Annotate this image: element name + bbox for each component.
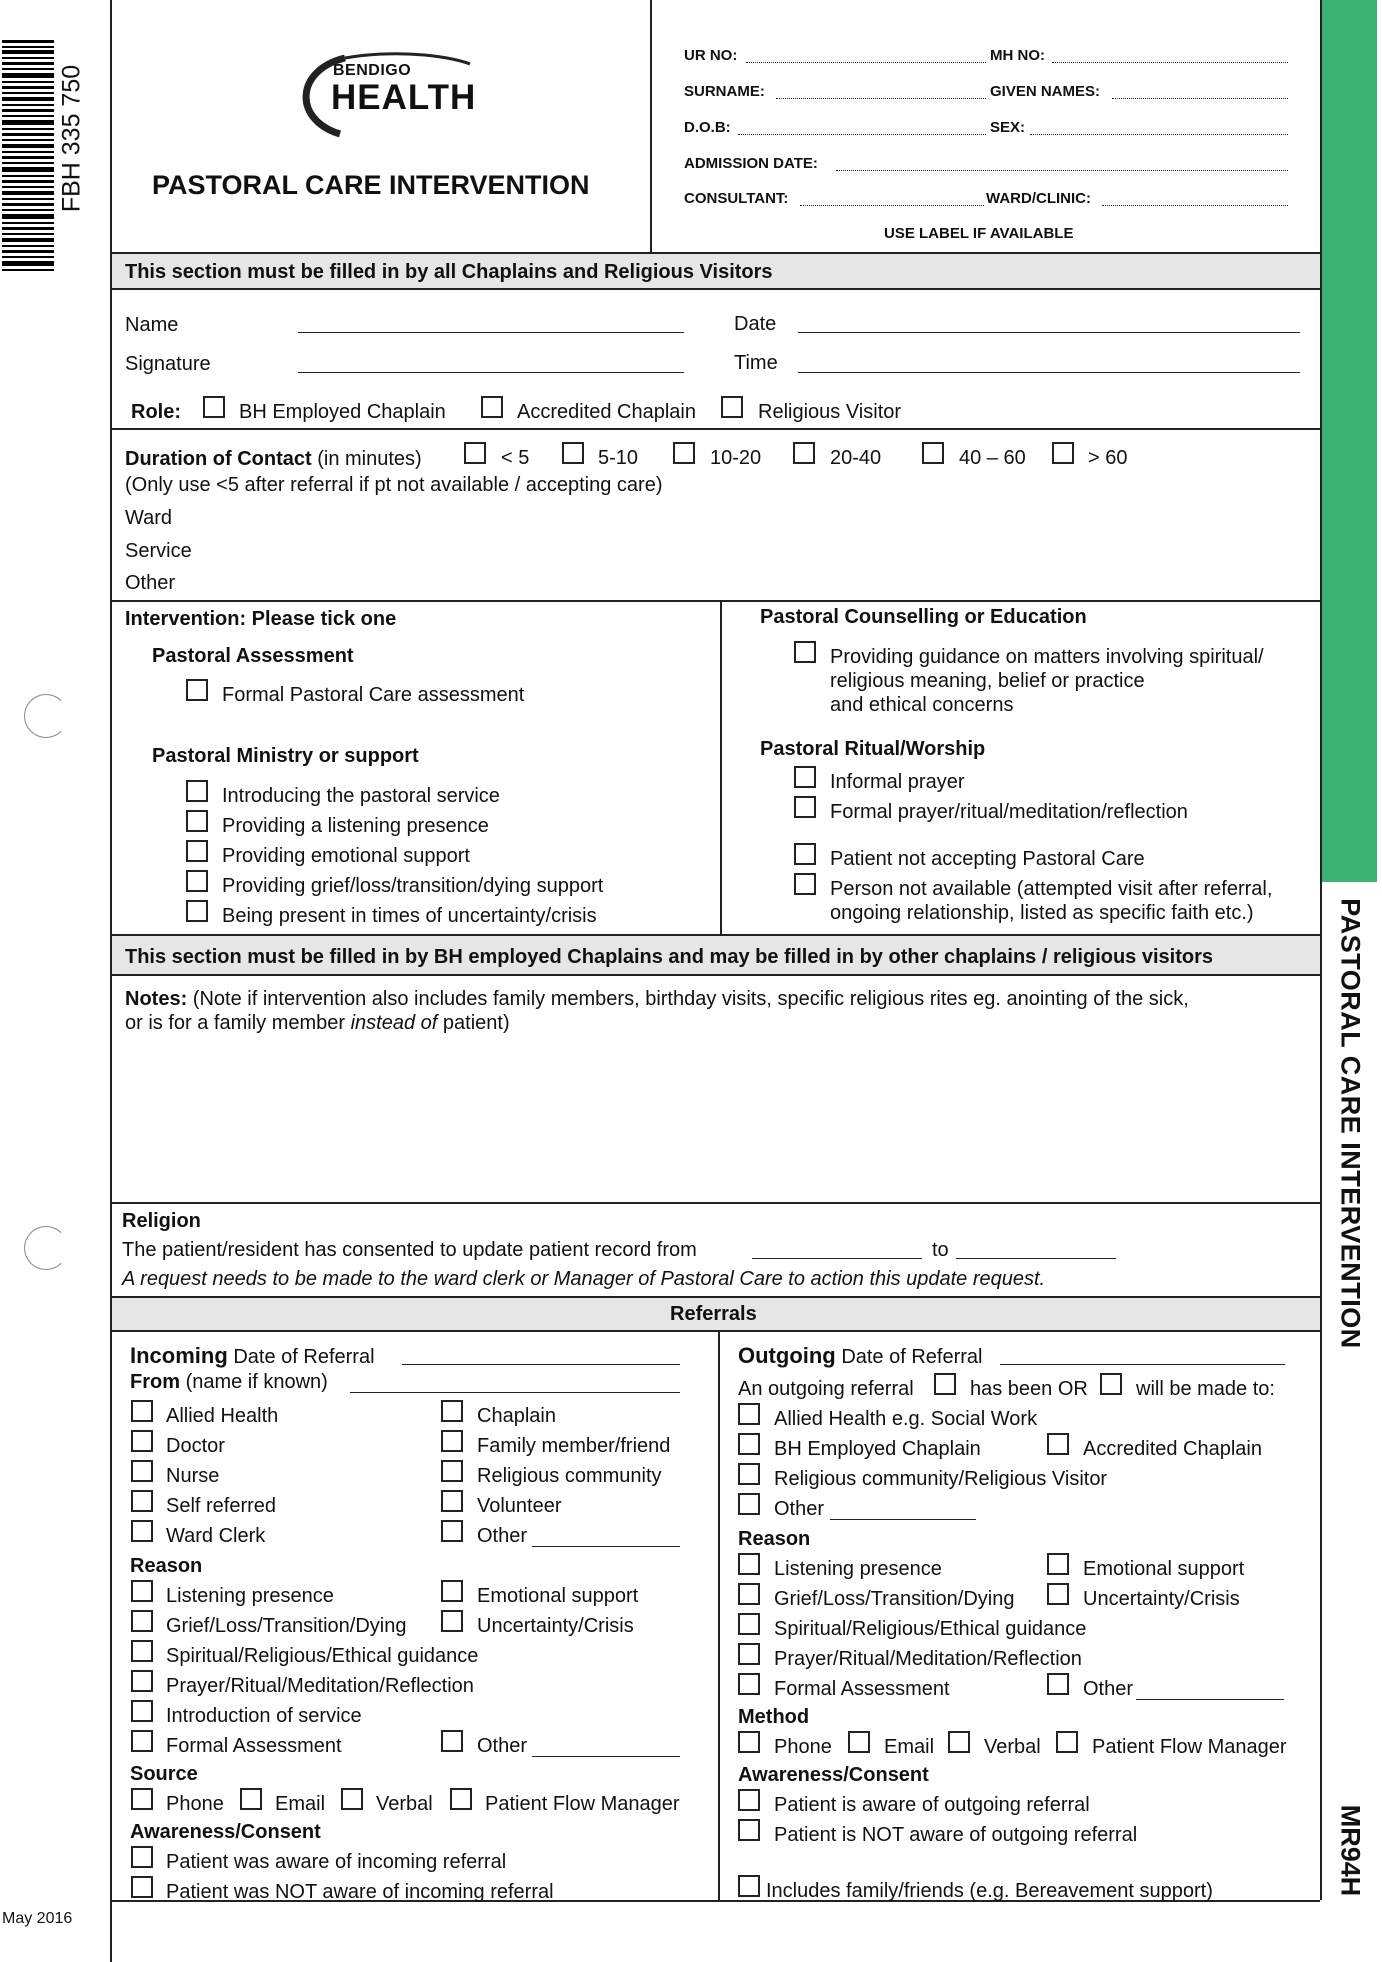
ministry-item-checkbox[interactable] xyxy=(186,780,208,802)
outgoing-reason-checkbox[interactable] xyxy=(738,1553,760,1575)
form-code-wrapper xyxy=(1322,1795,1377,1905)
ministry-item-label: Being present in times of uncertainty/crisis xyxy=(222,905,597,927)
given-names-field[interactable] xyxy=(1112,98,1288,99)
incoming-from-option: Doctor xyxy=(166,1435,225,1457)
outgoing-method-title: Method xyxy=(738,1706,810,1728)
outgoing-title: Outgoing xyxy=(738,1343,836,1368)
outgoing-method-checkbox[interactable] xyxy=(738,1731,760,1753)
duration-20-40-checkbox[interactable] xyxy=(793,442,815,464)
outgoing-reason-option: Other xyxy=(1083,1678,1134,1700)
dob-label: D.O.B: xyxy=(684,119,731,136)
incoming-source-option: Patient Flow Manager xyxy=(485,1793,680,1815)
outgoing-reason-checkbox[interactable] xyxy=(738,1613,760,1635)
outgoing-to-checkbox[interactable] xyxy=(1047,1433,1069,1455)
role-religious-visitor-checkbox[interactable] xyxy=(721,396,743,418)
duration-5-10-label: 5-10 xyxy=(598,447,639,469)
barcode-number: FBH 335 750 xyxy=(57,64,86,213)
outgoing-method-option: Email xyxy=(884,1736,935,1758)
outgoing-method-checkbox[interactable] xyxy=(848,1731,870,1753)
notes-text2c: patient) xyxy=(437,1012,510,1034)
incoming-from-option: Nurse xyxy=(166,1465,220,1487)
consultant-label: CONSULTANT: xyxy=(684,190,789,207)
duration-10-20-checkbox[interactable] xyxy=(673,442,695,464)
outgoing-reason-title: Reason xyxy=(738,1528,811,1550)
incoming-from-other-field[interactable] xyxy=(532,1546,680,1547)
dob-field[interactable] xyxy=(738,134,986,135)
incoming-reason-option: Introduction of service xyxy=(166,1705,362,1727)
frame-left xyxy=(110,0,112,1962)
duration-40-60-checkbox[interactable] xyxy=(922,442,944,464)
duration-label: Duration of Contact xyxy=(125,448,312,470)
incoming-from-checkbox[interactable] xyxy=(131,1400,153,1422)
logo-top: BENDIGO xyxy=(333,62,412,79)
incoming-from-checkbox[interactable] xyxy=(131,1520,153,1542)
religion-consent-text: The patient/resident has consented to update patient record from xyxy=(122,1239,697,1261)
admission-date-label: ADMISSION DATE: xyxy=(684,155,818,172)
incoming-awareness-checkbox[interactable] xyxy=(131,1876,153,1898)
incoming-reason-option: Other xyxy=(477,1735,528,1757)
given-names-label: GIVEN NAMES: xyxy=(990,83,1101,100)
incoming-reason-checkbox[interactable] xyxy=(131,1580,153,1602)
outgoing-method-option: Patient Flow Manager xyxy=(1092,1736,1287,1758)
incoming-from-label: From xyxy=(130,1371,180,1393)
counselling-line: Providing guidance on matters involving spiritual/ xyxy=(830,646,1264,668)
incoming-from-checkbox[interactable] xyxy=(441,1520,463,1542)
referrals-title: Referrals xyxy=(670,1303,757,1325)
incoming-from-option: Family member/friend xyxy=(477,1435,671,1457)
incoming-date-field[interactable] xyxy=(402,1364,680,1365)
outgoing-to-option: Accredited Chaplain xyxy=(1083,1438,1262,1460)
notes-text1: (Note if intervention also includes family members, birthday visits, specific religious rites eg. anointing of the sick, xyxy=(192,988,1189,1010)
ministry-item-checkbox[interactable] xyxy=(186,810,208,832)
consultant-field[interactable] xyxy=(800,205,984,206)
incoming-from-option: Allied Health xyxy=(166,1405,279,1427)
outgoing-to-option: Allied Health e.g. Social Work xyxy=(774,1408,1038,1430)
ritual-item-checkbox[interactable] xyxy=(794,766,816,788)
outgoing-has-been-checkbox[interactable] xyxy=(934,1373,956,1395)
notes-label: Notes: xyxy=(125,988,188,1010)
ward-clinic-label: WARD/CLINIC: xyxy=(986,190,1091,207)
duration-lt5-checkbox[interactable] xyxy=(464,442,486,464)
incoming-from-text: (name if known) xyxy=(185,1371,328,1393)
incoming-awareness-option: Patient was aware of incoming referral xyxy=(166,1851,507,1873)
duration-note: (Only use <5 after referral if pt not available / accepting care) xyxy=(125,474,663,496)
ministry-item-label: Providing emotional support xyxy=(222,845,470,867)
incoming-source-checkbox[interactable] xyxy=(240,1788,262,1810)
incoming-from-field[interactable] xyxy=(350,1392,680,1393)
religion-request-text: A request needs to be made to the ward clerk or Manager of Pastoral Care to action this update request. xyxy=(122,1268,1046,1290)
incoming-from-checkbox[interactable] xyxy=(131,1490,153,1512)
outgoing-reason-checkbox[interactable] xyxy=(1047,1673,1069,1695)
mh-no-field[interactable] xyxy=(1052,62,1288,63)
incoming-from-checkbox[interactable] xyxy=(131,1430,153,1452)
ward-label: Ward xyxy=(125,507,173,529)
other-label: Other xyxy=(125,572,176,594)
outgoing-header xyxy=(738,1343,982,1369)
ministry-item-checkbox[interactable] xyxy=(186,900,208,922)
date-label: Date xyxy=(734,313,777,335)
incoming-reason-option: Uncertainty/Crisis xyxy=(477,1615,634,1637)
incoming-source-title: Source xyxy=(130,1763,198,1785)
outgoing-to-option: BH Employed Chaplain xyxy=(774,1438,981,1460)
date-field[interactable] xyxy=(798,332,1300,333)
outgoing-will-be-checkbox[interactable] xyxy=(1100,1373,1122,1395)
outgoing-to-option: Other xyxy=(774,1498,825,1520)
duration-unit: (in minutes) xyxy=(317,448,422,470)
role-bh-chaplain-checkbox[interactable] xyxy=(203,396,225,418)
incoming-from-option: Chaplain xyxy=(477,1405,556,1427)
incoming-date-label: Date of Referral xyxy=(233,1346,375,1368)
outgoing-to-checkbox[interactable] xyxy=(738,1493,760,1515)
notes-text2b: instead of xyxy=(350,1012,438,1034)
admission-date-field[interactable] xyxy=(836,170,1288,171)
incoming-reason-option: Emotional support xyxy=(477,1585,639,1607)
formal-assessment-checkbox[interactable] xyxy=(186,679,208,701)
incoming-reason-option: Prayer/Ritual/Meditation/Reflection xyxy=(166,1675,474,1697)
ministry-item-label: Providing a listening presence xyxy=(222,815,489,837)
outgoing-awareness-title: Awareness/Consent xyxy=(738,1764,929,1786)
ministry-item-checkbox[interactable] xyxy=(186,840,208,862)
outgoing-reason-option: Prayer/Ritual/Meditation/Reflection xyxy=(774,1648,1082,1670)
outgoing-reason-option: Grief/Loss/Transition/Dying xyxy=(774,1588,1015,1610)
not-accepting-checkbox[interactable] xyxy=(794,843,816,865)
outgoing-method-option: Phone xyxy=(774,1736,832,1758)
outgoing-family-label: Includes family/friends (e.g. Bereavement support) xyxy=(766,1880,1213,1902)
incoming-from-checkbox[interactable] xyxy=(441,1430,463,1452)
incoming-source-option: Phone xyxy=(166,1793,224,1815)
outgoing-awareness-checkbox[interactable] xyxy=(738,1789,760,1811)
sex-field[interactable] xyxy=(1030,134,1288,135)
ministry-title: Pastoral Ministry or support xyxy=(152,745,419,767)
duration-title xyxy=(125,448,422,471)
incoming-reason-title: Reason xyxy=(130,1555,203,1577)
duration-10-20-label: 10-20 xyxy=(710,447,762,469)
role-label: Role: xyxy=(131,401,181,423)
ritual-title: Pastoral Ritual/Worship xyxy=(760,738,986,760)
form-title: PASTORAL CARE INTERVENTION xyxy=(152,170,590,200)
incoming-source-checkbox[interactable] xyxy=(450,1788,472,1810)
formal-assessment-label: Formal Pastoral Care assessment xyxy=(222,684,525,706)
incoming-reason-checkbox[interactable] xyxy=(441,1580,463,1602)
ministry-item-checkbox[interactable] xyxy=(186,870,208,892)
use-label-note: USE LABEL IF AVAILABLE xyxy=(884,225,1074,242)
divider-role xyxy=(112,428,1320,430)
outgoing-reason-other-field[interactable] xyxy=(1136,1699,1284,1700)
outgoing-reason-option: Listening presence xyxy=(774,1558,942,1580)
incoming-from-checkbox[interactable] xyxy=(441,1490,463,1512)
intervention-title: Intervention: Please tick one xyxy=(125,608,397,630)
assessment-title: Pastoral Assessment xyxy=(152,645,354,667)
incoming-reason-checkbox[interactable] xyxy=(131,1670,153,1692)
incoming-from-option: Other xyxy=(477,1525,528,1547)
outgoing-date-label: Date of Referral xyxy=(841,1346,983,1368)
duration-lt5-label: < 5 xyxy=(501,447,530,469)
ur-no-field[interactable] xyxy=(746,62,986,63)
incoming-from-option: Self referred xyxy=(166,1495,277,1517)
counselling-checkbox[interactable] xyxy=(794,641,816,663)
outgoing-intro-a: An outgoing referral xyxy=(738,1378,914,1400)
side-title: PASTORAL CARE INTERVENTION xyxy=(1335,898,1366,1349)
religion-to-label: to xyxy=(932,1239,949,1261)
section1-banner-text: This section must be filled in by all Chaplains and Religious Visitors xyxy=(125,261,773,283)
mh-no-label: MH NO: xyxy=(990,47,1045,64)
religion-to-field[interactable] xyxy=(956,1258,1116,1259)
notes-area[interactable] xyxy=(112,1040,1320,1200)
incoming-reason-checkbox[interactable] xyxy=(441,1730,463,1752)
not-available-line: Person not available (attempted visit after referral, xyxy=(830,878,1273,900)
duration-gt60-label: > 60 xyxy=(1088,447,1128,469)
divider-religion xyxy=(112,1202,1320,1204)
logo-bottom: HEALTH xyxy=(331,78,477,117)
signature-label: Signature xyxy=(125,353,211,375)
incoming-reason-other-field[interactable] xyxy=(532,1756,680,1757)
outgoing-method-option: Verbal xyxy=(984,1736,1041,1758)
intervention-divider xyxy=(720,600,722,934)
incoming-source-option: Verbal xyxy=(376,1793,433,1815)
divider-intervention xyxy=(112,600,1320,602)
incoming-reason-option: Spiritual/Religious/Ethical guidance xyxy=(166,1645,479,1667)
ritual-item-label: Formal prayer/ritual/meditation/reflection xyxy=(830,801,1188,823)
incoming-source-checkbox[interactable] xyxy=(341,1788,363,1810)
outgoing-reason-checkbox[interactable] xyxy=(738,1643,760,1665)
incoming-awareness-title: Awareness/Consent xyxy=(130,1821,321,1843)
incoming-from-checkbox[interactable] xyxy=(441,1460,463,1482)
outgoing-to-option: Religious community/Religious Visitor xyxy=(774,1468,1108,1490)
signature-field[interactable] xyxy=(298,372,684,373)
header-divider xyxy=(650,0,652,252)
outgoing-awareness-option: Patient is NOT aware of outgoing referral xyxy=(774,1824,1138,1846)
incoming-header xyxy=(130,1343,375,1369)
incoming-reason-checkbox[interactable] xyxy=(441,1610,463,1632)
counselling-line: religious meaning, belief or practice xyxy=(830,670,1145,692)
outgoing-date-field[interactable] xyxy=(1000,1364,1285,1365)
incoming-awareness-checkbox[interactable] xyxy=(131,1846,153,1868)
outgoing-intro-b: has been OR xyxy=(970,1378,1088,1400)
incoming-awareness-option: Patient was NOT aware of incoming referral xyxy=(166,1881,554,1903)
incoming-reason-option: Grief/Loss/Transition/Dying xyxy=(166,1615,407,1637)
outgoing-intro-c: will be made to: xyxy=(1136,1378,1275,1400)
incoming-reason-checkbox[interactable] xyxy=(131,1610,153,1632)
role-accredited-chaplain-label: Accredited Chaplain xyxy=(517,401,696,423)
outgoing-family-checkbox[interactable] xyxy=(738,1875,760,1897)
outgoing-to-checkbox[interactable] xyxy=(738,1403,760,1425)
outgoing-reason-option: Formal Assessment xyxy=(774,1678,950,1700)
name-field[interactable] xyxy=(298,332,684,333)
outgoing-to-checkbox[interactable] xyxy=(738,1433,760,1455)
ritual-item-label: Informal prayer xyxy=(830,771,965,793)
incoming-from xyxy=(130,1371,328,1394)
green-tab xyxy=(1322,0,1377,882)
outgoing-to-checkbox[interactable] xyxy=(738,1463,760,1485)
ward-clinic-field[interactable] xyxy=(1102,205,1288,206)
incoming-from-option: Volunteer xyxy=(477,1495,562,1517)
not-available-checkbox[interactable] xyxy=(794,873,816,895)
duration-gt60-checkbox[interactable] xyxy=(1052,442,1074,464)
ministry-item-label: Providing grief/loss/transition/dying support xyxy=(222,875,604,897)
religion-title: Religion xyxy=(122,1210,201,1232)
outgoing-method-checkbox[interactable] xyxy=(1056,1731,1078,1753)
religion-from-field[interactable] xyxy=(752,1258,922,1259)
incoming-reason-option: Formal Assessment xyxy=(166,1735,342,1757)
counselling-line: and ethical concerns xyxy=(830,694,1014,716)
incoming-from-checkbox[interactable] xyxy=(441,1400,463,1422)
time-label: Time xyxy=(734,352,778,374)
binder-hole-top xyxy=(24,694,68,738)
surname-field[interactable] xyxy=(776,98,986,99)
outgoing-method-checkbox[interactable] xyxy=(948,1731,970,1753)
outgoing-reason-checkbox[interactable] xyxy=(1047,1553,1069,1575)
incoming-reason-checkbox[interactable] xyxy=(131,1700,153,1722)
incoming-reason-checkbox[interactable] xyxy=(131,1640,153,1662)
ur-no-label: UR NO: xyxy=(684,47,738,64)
notes-text2a: or is for a family member xyxy=(125,1012,351,1034)
notes-line1 xyxy=(125,988,1189,1011)
role-religious-visitor-label: Religious Visitor xyxy=(758,401,902,423)
role-accredited-chaplain-checkbox[interactable] xyxy=(481,396,503,418)
counselling-title: Pastoral Counselling or Education xyxy=(760,606,1087,628)
logo xyxy=(285,50,485,140)
form-code: MR94H xyxy=(1335,1804,1366,1897)
incoming-title: Incoming xyxy=(130,1343,228,1368)
sex-label: SEX: xyxy=(990,119,1026,136)
referrals-divider xyxy=(718,1332,720,1900)
duration-5-10-checkbox[interactable] xyxy=(562,442,584,464)
incoming-reason-checkbox[interactable] xyxy=(131,1730,153,1752)
incoming-reason-option: Listening presence xyxy=(166,1585,334,1607)
service-label: Service xyxy=(125,540,192,562)
not-available-line: ongoing relationship, listed as specific faith etc.) xyxy=(830,902,1254,924)
ministry-item-label: Introducing the pastoral service xyxy=(222,785,500,807)
incoming-source-option: Email xyxy=(275,1793,326,1815)
binder-hole-bottom xyxy=(24,1226,68,1270)
incoming-from-checkbox[interactable] xyxy=(131,1460,153,1482)
incoming-from-option: Religious community xyxy=(477,1465,662,1487)
notes-line2 xyxy=(125,1012,510,1035)
outgoing-reason-option: Uncertainty/Crisis xyxy=(1083,1588,1240,1610)
surname-label: SURNAME: xyxy=(684,83,765,100)
outgoing-reason-option: Emotional support xyxy=(1083,1558,1245,1580)
duration-20-40-label: 20-40 xyxy=(830,447,882,469)
footer-date: May 2016 xyxy=(2,1910,73,1927)
outgoing-reason-option: Spiritual/Religious/Ethical guidance xyxy=(774,1618,1087,1640)
not-accepting-label: Patient not accepting Pastoral Care xyxy=(830,848,1145,870)
outgoing-reason-checkbox[interactable] xyxy=(738,1583,760,1605)
side-title-wrapper xyxy=(1322,890,1377,1360)
outgoing-to-other-field[interactable] xyxy=(830,1519,976,1520)
incoming-source-checkbox[interactable] xyxy=(131,1788,153,1810)
outgoing-awareness-option: Patient is aware of outgoing referral xyxy=(774,1794,1090,1816)
ritual-item-checkbox[interactable] xyxy=(794,796,816,818)
duration-40-60-label: 40 – 60 xyxy=(959,447,1026,469)
section2-banner-text: This section must be filled in by BH employed Chaplains and may be filled in by other chaplains / religious visitors xyxy=(125,946,1214,968)
outgoing-reason-checkbox[interactable] xyxy=(1047,1583,1069,1605)
outgoing-awareness-checkbox[interactable] xyxy=(738,1819,760,1841)
name-label: Name xyxy=(125,314,179,336)
time-field[interactable] xyxy=(798,372,1300,373)
outgoing-reason-checkbox[interactable] xyxy=(738,1673,760,1695)
role-bh-chaplain-label: BH Employed Chaplain xyxy=(239,401,446,423)
incoming-from-option: Ward Clerk xyxy=(166,1525,266,1547)
